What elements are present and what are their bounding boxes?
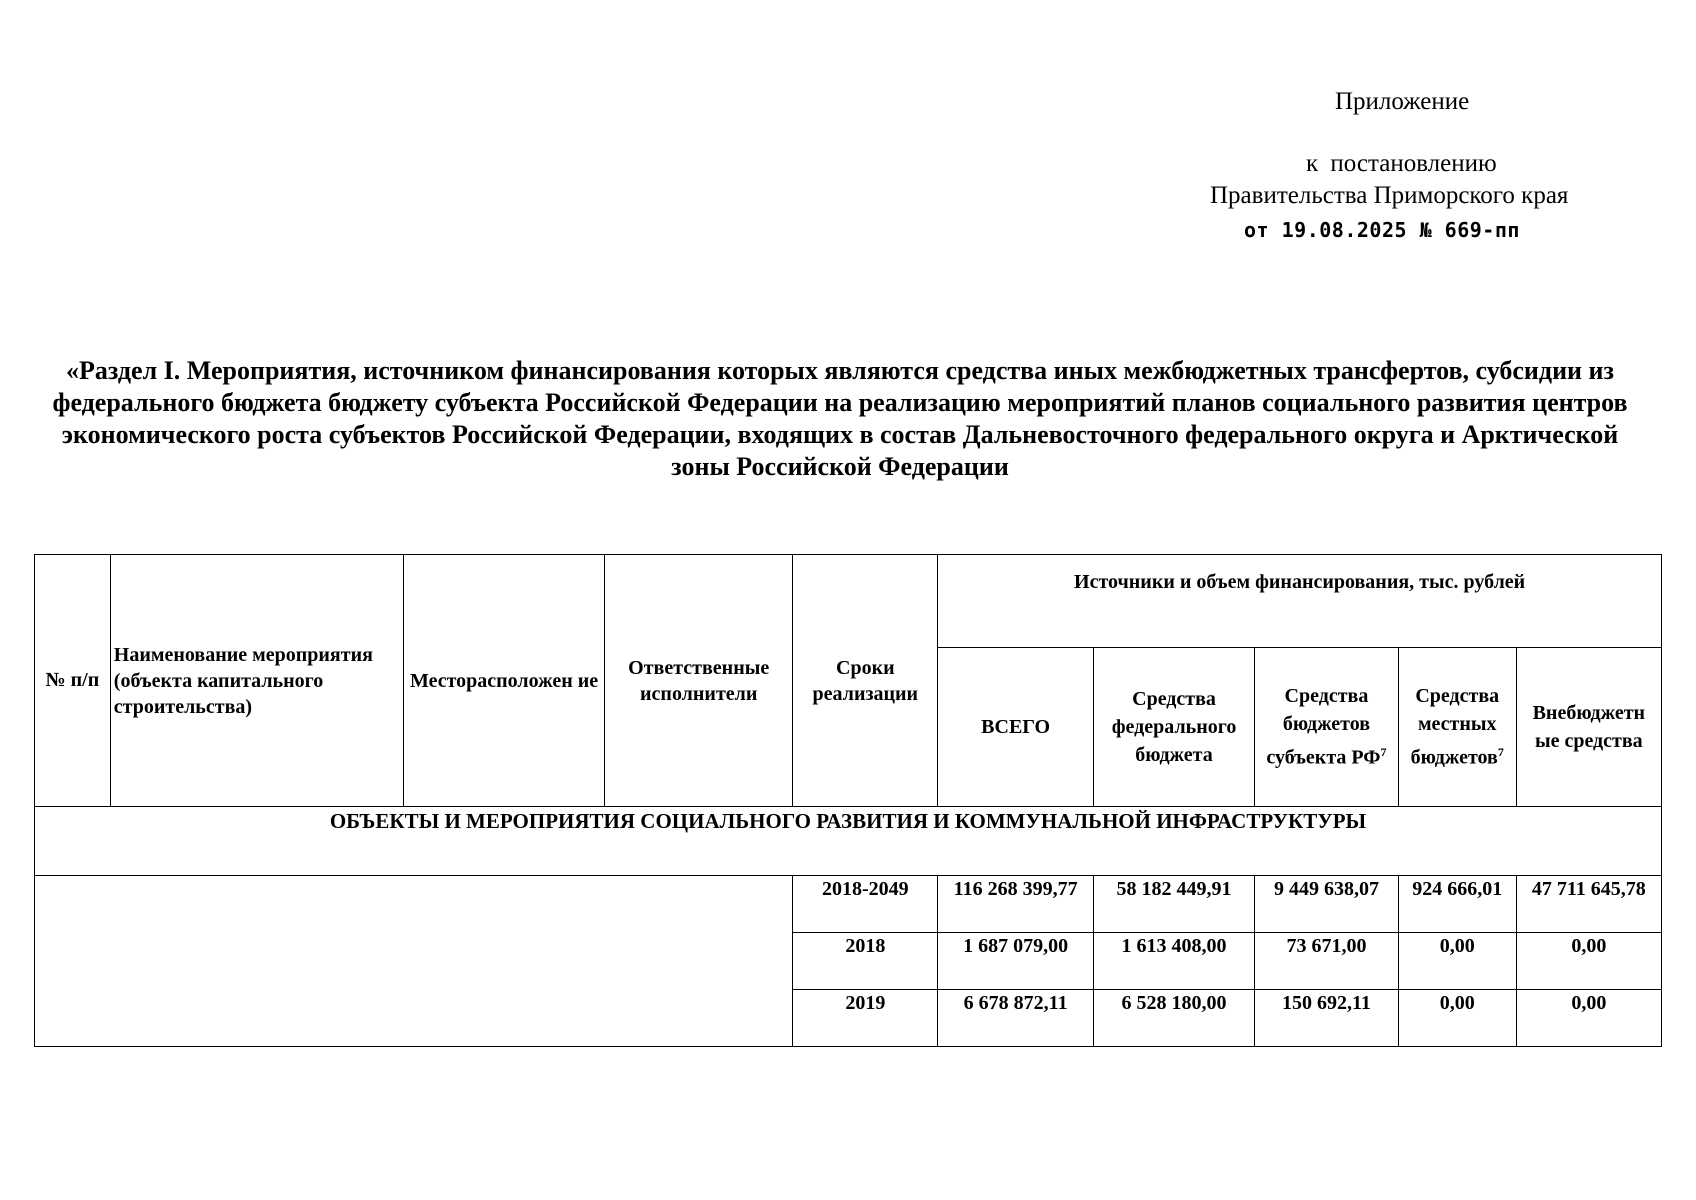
resolution-reference: к постановлению — [1306, 150, 1497, 177]
row-term: 2018-2049 — [793, 876, 938, 933]
appendix-label: Приложение — [1335, 88, 1470, 115]
header-responsible: Ответственные исполнители — [605, 555, 793, 807]
row-total: 6 678 872,11 — [938, 990, 1094, 1047]
header-location: Месторасположен ие — [404, 555, 605, 807]
header-subject-label: Средства бюджетов субъекта РФ — [1266, 685, 1381, 769]
row-subject: 150 692,11 — [1255, 990, 1399, 1047]
header-subject — [1255, 648, 1399, 807]
row-subject: 9 449 638,07 — [1255, 876, 1399, 933]
row-local: 0,00 — [1398, 933, 1516, 990]
row-federal: 6 528 180,00 — [1094, 990, 1255, 1047]
row-subject: 73 671,00 — [1255, 933, 1399, 990]
header-total: ВСЕГО — [938, 648, 1094, 807]
table-header-row — [35, 555, 1662, 648]
header-local-footnote: 7 — [1497, 745, 1504, 760]
row-local: 0,00 — [1398, 990, 1516, 1047]
row-term: 2019 — [793, 990, 938, 1047]
header-name: Наименование мероприятия (объекта капитального строительства) — [110, 555, 403, 807]
header-terms: Сроки реализации — [793, 555, 938, 807]
header-federal: Средства федерального бюджета — [1094, 648, 1255, 807]
row-federal: 58 182 449,91 — [1094, 876, 1255, 933]
table-section-row — [35, 807, 1662, 876]
row-local: 924 666,01 — [1398, 876, 1516, 933]
row-extra: 47 711 645,78 — [1516, 876, 1661, 933]
header-extrabudgetary: Внебюджетн ые средства — [1516, 648, 1661, 807]
table-row — [35, 876, 1662, 933]
row-total: 116 268 399,77 — [938, 876, 1094, 933]
row-federal: 1 613 408,00 — [1094, 933, 1255, 990]
row-extra: 0,00 — [1516, 990, 1661, 1047]
header-sources: Источники и объем финансирования, тыс. рублей — [938, 555, 1662, 648]
government-name: Правительства Приморского края — [1210, 182, 1569, 209]
header-subject-footnote: 7 — [1380, 745, 1387, 760]
row-term: 2018 — [793, 933, 938, 990]
section-row-title: ОБЪЕКТЫ И МЕРОПРИЯТИЯ СОЦИАЛЬНОГО РАЗВИТИЯ И КОММУНАЛЬНОЙ ИНФРАСТРУКТУРЫ — [35, 807, 1662, 876]
header-number: № п/п — [35, 555, 111, 807]
appendix-header — [1180, 86, 1660, 246]
header-local-label: Средства местных бюджетов — [1410, 685, 1500, 769]
section-title: «Раздел I. Мероприятия, источником финансирования которых являются средства иных межбюджетных трансфертов, субсидии из федерального бюджета бюджету субъекта Российской Федерации на реализацию мероприятий планов социального развития центров экономического роста субъектов Российской Федерации, входящих в состав Дальневосточного федерального округа и Арктической зоны Российской Федерации — [52, 356, 1628, 481]
row-extra: 0,00 — [1516, 933, 1661, 990]
financing-table — [34, 554, 1662, 1047]
blank-merged-cell — [35, 876, 793, 1047]
document-number: от 19.08.2025 № 669-пп — [1244, 218, 1520, 242]
header-local — [1398, 648, 1516, 807]
row-total: 1 687 079,00 — [938, 933, 1094, 990]
